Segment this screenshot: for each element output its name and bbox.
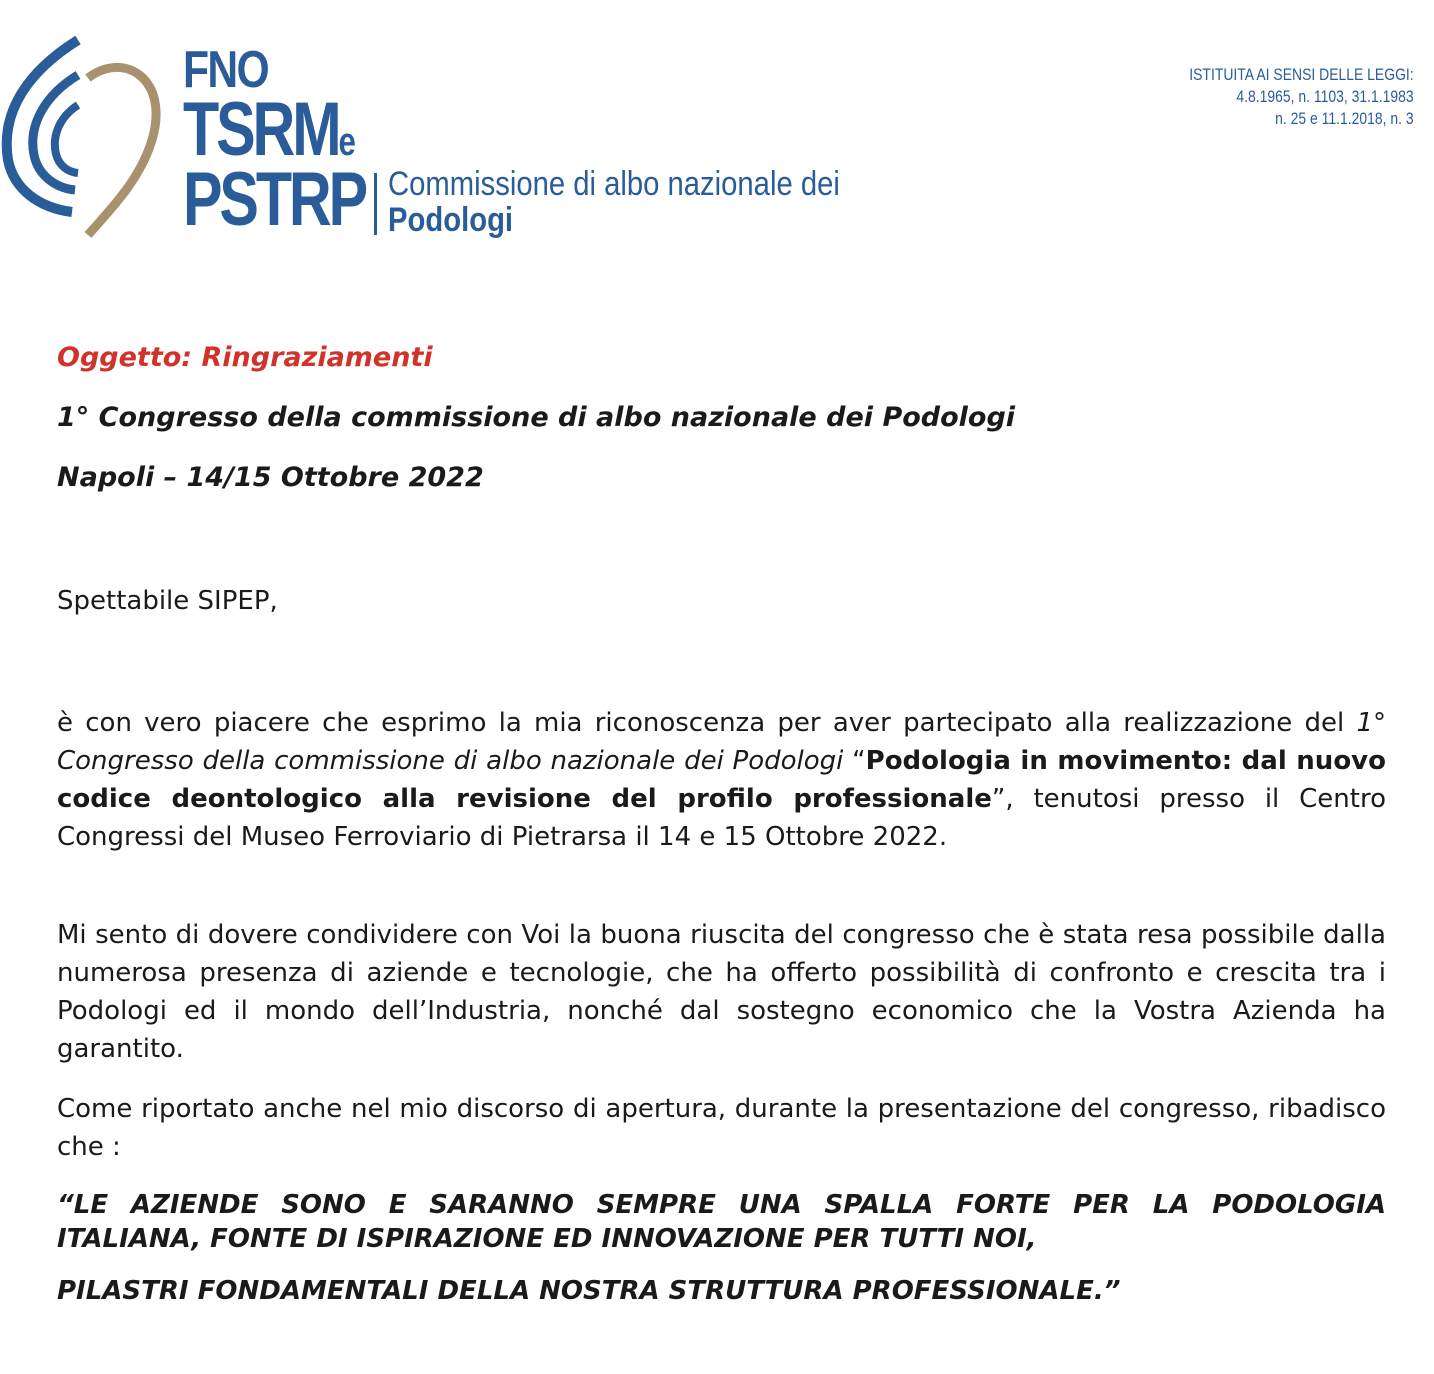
logo-divider xyxy=(374,173,377,235)
brand-tsrm-text: TSRM xyxy=(183,87,339,172)
paragraph-1 xyxy=(57,704,1386,856)
congress-place-date: Napoli – 14/15 Ottobre 2022 xyxy=(57,462,484,493)
brand-wordmark xyxy=(183,41,416,242)
brand-tsrm-suffix: e xyxy=(338,120,356,164)
subject-line: Oggetto: Ringraziamenti xyxy=(57,342,433,373)
brand-line-pstrp: PSTRP xyxy=(183,157,366,242)
p1-text-c: ”, tenutosi presso il Centro Congressi del Museo Ferroviario di Pietrarsa il 14 e 15 Ottobre 2022. xyxy=(57,784,1386,852)
paragraph-2: Mi sento di dovere condividere con Voi la buona riuscita del congresso che è stata resa possibile dalla numerosa presenza di aziende e tecnologie, che ha offerto possibilità di confronto e crescita tra i Podologi ed il mondo dell’Industria, nonché dal sostegno economico che la Vostra Azienda ha garantito. xyxy=(57,920,1386,1064)
legal-reference xyxy=(1190,64,1414,130)
p1-congress-italic: 1° Congresso della commissione di albo nazionale dei Podologi xyxy=(57,708,1386,776)
p1-text-b: “ xyxy=(843,746,866,776)
quote-line-2: PILASTRI FONDAMENTALI DELLA NOSTRA STRUTTURA PROFESSIONALE.” xyxy=(57,1276,1121,1306)
salutation: Spettabile SIPEP, xyxy=(57,586,278,616)
brand-line-fno: FNO xyxy=(183,41,269,99)
legal-line-1: ISTITUITA AI SENSI DELLE LEGGI: xyxy=(1189,65,1414,84)
p1-congress-theme: Podologia in movimento: dal nuovo codice deontologico alla revisione del profilo professionale xyxy=(57,746,1386,814)
quote-line-1: “LE AZIENDE SONO E SARANNO SEMPRE UNA SPALLA FORTE PER LA PODOLOGIA ITALIANA, FONTE DI ISPIRAZIONE ED INNOVAZIONE PER TUTTI NOI, xyxy=(57,1190,1386,1254)
legal-line-3: n. 25 e 11.1.2018, n. 3 xyxy=(1275,109,1414,128)
fno-tsrm-logo-mark-icon xyxy=(0,30,170,250)
letterhead-logo xyxy=(0,30,880,260)
legal-line-2: 4.8.1965, n. 1103, 31.1.1983 xyxy=(1236,87,1414,106)
congress-title: 1° Congresso della commissione di albo nazionale dei Podologi xyxy=(57,402,1016,433)
subtitle-line-1: Commissione di albo nazionale dei xyxy=(388,165,840,203)
p1-text-a: è con vero piacere che esprimo la mia riconoscenza per aver partecipato alla realizzazione del xyxy=(57,708,1357,738)
subtitle-line-2: Podologi xyxy=(388,201,514,239)
commission-subtitle xyxy=(388,166,840,238)
paragraph-3: Come riportato anche nel mio discorso di apertura, durante la presentazione del congresso, ribadisco che : xyxy=(57,1094,1386,1162)
